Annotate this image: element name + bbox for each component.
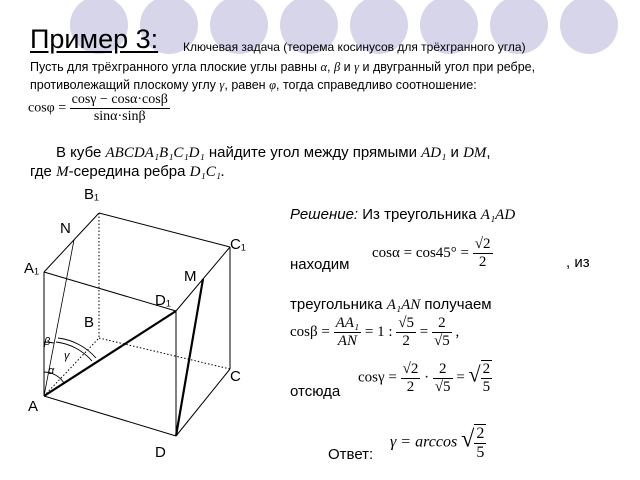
segment-d-m (176, 279, 203, 436)
arc-gamma-1 (56, 342, 92, 361)
theorem-numerator: cosγ − cosα·cosβ (71, 92, 168, 107)
edge-a-d (44, 396, 176, 436)
solution-text-b: треугольника (290, 296, 383, 313)
solution-hence: отсюда (290, 383, 341, 400)
label-d: D (155, 444, 166, 461)
solution-text-c: получаем (424, 296, 492, 313)
eq3-denominator-c: 5 (482, 379, 491, 395)
problem-text-c: и (450, 144, 459, 161)
eq2-numerator-2: √5 (398, 315, 415, 331)
solution-from: , из (566, 254, 590, 271)
label-a1: A₁ (24, 260, 40, 277)
eq2-ratio: = 1 : (364, 323, 393, 340)
eq2-lhs: cosβ = (290, 323, 330, 340)
line-dm: DM (463, 145, 487, 161)
answer-denominator: 5 (476, 444, 485, 461)
label-c1: C₁ (230, 236, 246, 253)
eq1-numerator: √2 (474, 236, 491, 252)
eq2-comma: , (455, 323, 460, 340)
eq1-denominator: 2 (473, 253, 493, 271)
answer-label: Ответ: (328, 446, 374, 463)
eq2-equals: = (419, 323, 429, 340)
theorem-text-a: Пусть для трёхгранного угла плоские углы равны (30, 60, 317, 74)
task-title: Ключевая задача (теорема косинусов для трёхгранного угла) (183, 40, 526, 54)
label-beta: β (44, 336, 51, 348)
eq2-denominator-2: 2 (396, 332, 416, 350)
eq3-denominator-a: 2 (401, 378, 421, 396)
edge-d-c (176, 369, 230, 436)
theorem-lhs: cosφ = (28, 100, 67, 116)
eq2-numerator: AA₁ (335, 315, 360, 331)
theorem-text-b: и двугранный угол при ребре, (362, 60, 536, 74)
answer-lhs: γ = arccos (390, 433, 458, 451)
eq3-equals: = (456, 369, 465, 386)
label-c: C (230, 368, 241, 385)
solution-heading: Решение: (290, 206, 359, 223)
eq3-numerator-a: √2 (402, 360, 419, 377)
problem-line-1: В кубе ABCDA₁B₁C₁D₁ найдите угол между прямыми AD₁ и DM, (56, 144, 491, 161)
theorem-line-1: Пусть для трёхгранного угла плоские углы равны α, β и γ и двугранный угол при ребре, (30, 60, 536, 74)
label-a: A (28, 398, 39, 415)
answer-numerator: 2 (476, 425, 485, 442)
edge-b1-c1 (99, 213, 230, 247)
eq2-numerator-3: 2 (438, 315, 446, 331)
equation-cos-gamma: cosγ = $\frac{√2}{2}$ · $\frac{2}{√5}$ = √ $\frac{2}{5}$ (358, 360, 491, 395)
theorem-denominator: sinα·sinβ (70, 108, 170, 125)
label-b: B (84, 314, 95, 331)
theorem-text-c: противолежащий плоскому углу (30, 78, 216, 92)
eq2-denominator-3: √5 (433, 333, 450, 349)
eq3-dot: · (424, 369, 430, 386)
label-gamma: γ (64, 350, 70, 362)
page-title: Пример 3: (30, 24, 159, 54)
cube-edges (44, 213, 230, 436)
answer-formula: γ = arccos √ $\frac{2}{5}$ (390, 425, 485, 461)
theorem-line-2: противолежащий плоскому углу γ, равен φ, тогда справедливо соотношение: (30, 78, 477, 92)
triangle-a1ad: A₁AD (480, 207, 516, 223)
theorem-text-e: тогда справедливо соотношение: (282, 78, 477, 92)
eq3-denominator-b: √5 (434, 378, 451, 395)
eq3-numerator-c: 2 (482, 361, 491, 377)
label-alpha: α (48, 365, 55, 377)
edge-a1-b1 (44, 213, 99, 272)
point-m-name: M (56, 164, 69, 180)
problem-text-e: -середина ребра (68, 163, 186, 180)
label-b1: B₁ (84, 186, 100, 203)
line-ad1: AD₁ (421, 145, 447, 161)
eq3-numerator-b: 2 (438, 360, 447, 377)
edge-b-c (99, 338, 230, 369)
problem-text-a: В кубе (56, 144, 102, 161)
cube-hidden-edges (44, 213, 230, 396)
label-d1: D₁ (155, 292, 171, 309)
eq2-denominator: AN (334, 332, 362, 350)
problem-text-b: найдите угол между прямыми (208, 144, 417, 161)
eq1-lhs: cosα = cos45° = (372, 244, 473, 261)
cube-name: ABCDA₁B₁C₁D₁ (105, 145, 205, 161)
label-m: M (184, 268, 197, 285)
triangle-a1an: A₁AN (386, 297, 421, 313)
solution-text-a: Из треугольника (362, 206, 477, 223)
eq3-lhs: cosγ = (358, 369, 397, 386)
edge-d1c1: D₁C₁. (189, 164, 225, 180)
label-n: N (60, 220, 71, 237)
theorem-text-d: равен (231, 78, 266, 92)
solution-found: находим (290, 256, 350, 273)
problem-text-d: где (30, 163, 52, 180)
